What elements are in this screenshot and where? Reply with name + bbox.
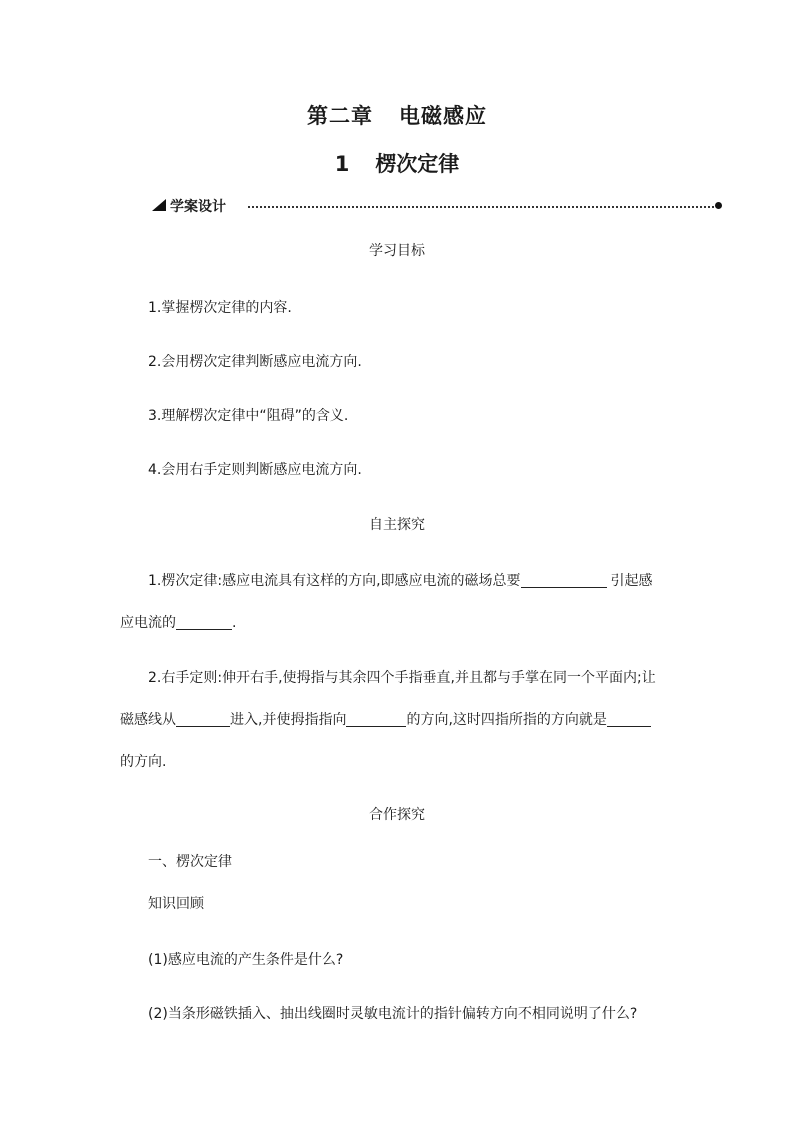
goals-heading: 学习目标 <box>369 243 425 259</box>
knowledge-review: 知识回顾 <box>148 896 204 912</box>
coop-question-1: (1)感应电流的产生条件是什么? <box>148 952 344 968</box>
answer-blank[interactable] <box>607 712 651 727</box>
chapter-name: 电磁感应 <box>399 104 487 128</box>
self-study-q2-line3: 的方向. <box>120 754 167 770</box>
lesson-name: 楞次定律 <box>375 152 460 176</box>
goal-item-2: 2.会用楞次定律判断感应电流方向. <box>148 354 362 370</box>
coop-subsection: 一、楞次定律 <box>148 854 232 870</box>
self-study-q1-line2: 应电流的 . <box>120 615 237 631</box>
section-banner <box>152 196 722 216</box>
goal-item-4: 4.会用右手定则判断感应电流方向. <box>148 462 362 478</box>
self-study-q1-line1: 1.楞次定律:感应电流具有这样的方向,即感应电流的磁场总要 引起感 <box>148 573 653 589</box>
goal-item-1: 1.掌握楞次定律的内容. <box>148 300 292 316</box>
self-study-q2-line2: 磁感线从 进入,并使拇指指向 的方向,这时四指所指的方向就是 <box>120 709 651 729</box>
answer-blank[interactable] <box>176 615 232 630</box>
divider-end-dot <box>715 202 722 209</box>
lesson-title <box>0 148 794 178</box>
triangle-icon <box>152 199 166 211</box>
goal-item-3: 3.理解楞次定律中“阻碍”的含义. <box>148 408 349 424</box>
coop-question-2: (2)当条形磁铁插入、抽出线圈时灵敏电流计的指针偏转方向不相同说明了什么? <box>148 1006 638 1022</box>
self-study-heading: 自主探究 <box>369 517 425 533</box>
answer-blank[interactable] <box>176 712 230 727</box>
coop-heading: 合作探究 <box>369 807 425 823</box>
lesson-number: 1 <box>334 152 350 176</box>
answer-blank[interactable] <box>346 712 406 727</box>
answer-blank[interactable] <box>521 573 607 588</box>
dotted-divider <box>248 206 714 208</box>
self-study-q2-line1: 2.右手定则:伸开右手,使拇指与其余四个手指垂直,并且都与手掌在同一个平面内;让 <box>148 670 656 686</box>
chapter-title <box>0 100 794 130</box>
chapter-number: 第二章 <box>307 104 373 128</box>
banner-label: 学案设计 <box>170 199 226 215</box>
